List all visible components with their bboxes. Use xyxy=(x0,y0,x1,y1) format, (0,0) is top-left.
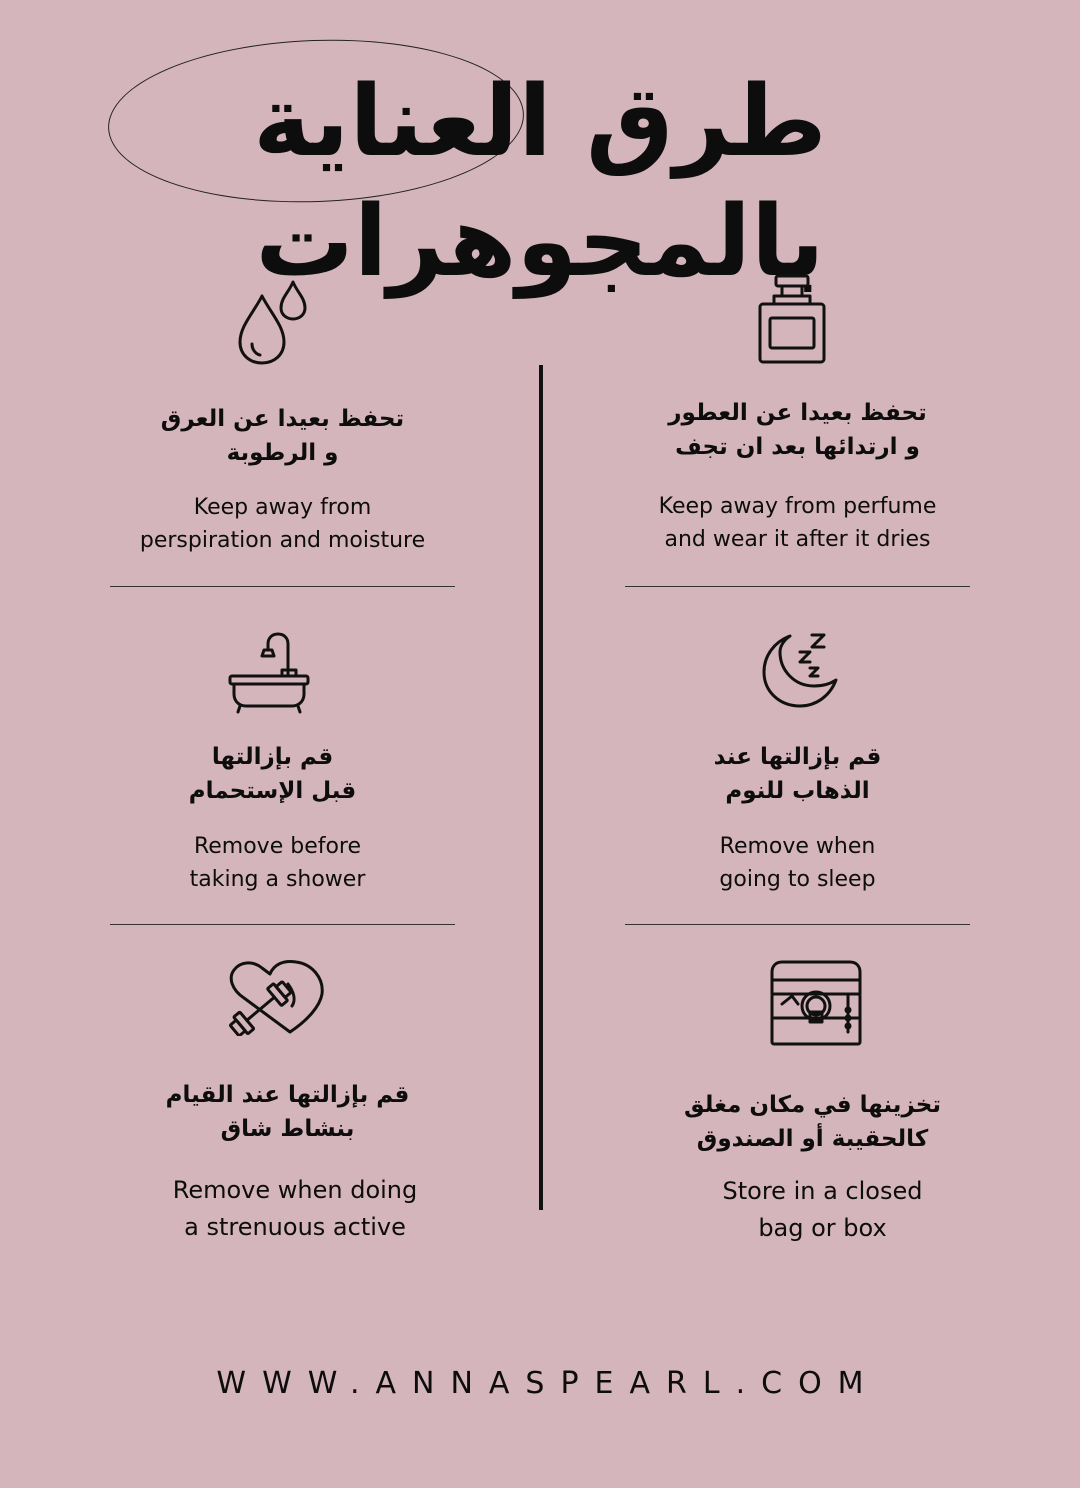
care-arabic-text: قم بإزالتها عند الذهاب للنوم xyxy=(713,744,882,804)
care-english-text: Keep away from perspiration and moisture xyxy=(139,495,426,553)
care-english-text: Remove when going to sleep xyxy=(719,834,876,892)
perfume-bottle-icon xyxy=(756,272,828,368)
center-divider xyxy=(539,365,543,1210)
row-separator xyxy=(625,924,970,925)
care-arabic-text: تحفظ بعيدا عن العرق و الرطوبة xyxy=(160,406,405,466)
water-drops-icon xyxy=(236,280,310,366)
title-block xyxy=(0,40,1080,299)
care-english-text: Keep away from perfume and wear it after it dries xyxy=(658,494,937,552)
website-url[interactable]: WWW.ANNASPEARL.COM xyxy=(216,1366,880,1401)
care-english-text: Store in a closed bag or box xyxy=(722,1177,923,1242)
care-english-text: Remove when doing a strenuous active xyxy=(172,1176,418,1241)
care-english-text: Remove before taking a shower xyxy=(189,834,366,892)
care-arabic-text: تخزينها في مكان مغلق كالحقيبة أو الصندوق xyxy=(684,1092,941,1152)
care-arabic-text: تحفظ بعيدا عن العطور و ارتدائها بعد ان تجف xyxy=(668,400,927,460)
page-title: طرق العناية بالمجوهرات xyxy=(253,65,827,299)
moon-sleep-icon xyxy=(760,630,840,710)
bathtub-shower-icon xyxy=(226,630,310,714)
care-arabic-text: قم بإزالتها عند القيام بنشاط شاق xyxy=(165,1082,410,1142)
row-separator xyxy=(110,924,455,925)
jewelry-box-icon xyxy=(768,960,864,1048)
care-arabic-text: قم بإزالتها قبل الإستحمام xyxy=(188,744,357,804)
row-separator xyxy=(625,586,970,587)
row-separator xyxy=(110,586,455,587)
heart-dumbbell-icon xyxy=(218,958,326,1036)
